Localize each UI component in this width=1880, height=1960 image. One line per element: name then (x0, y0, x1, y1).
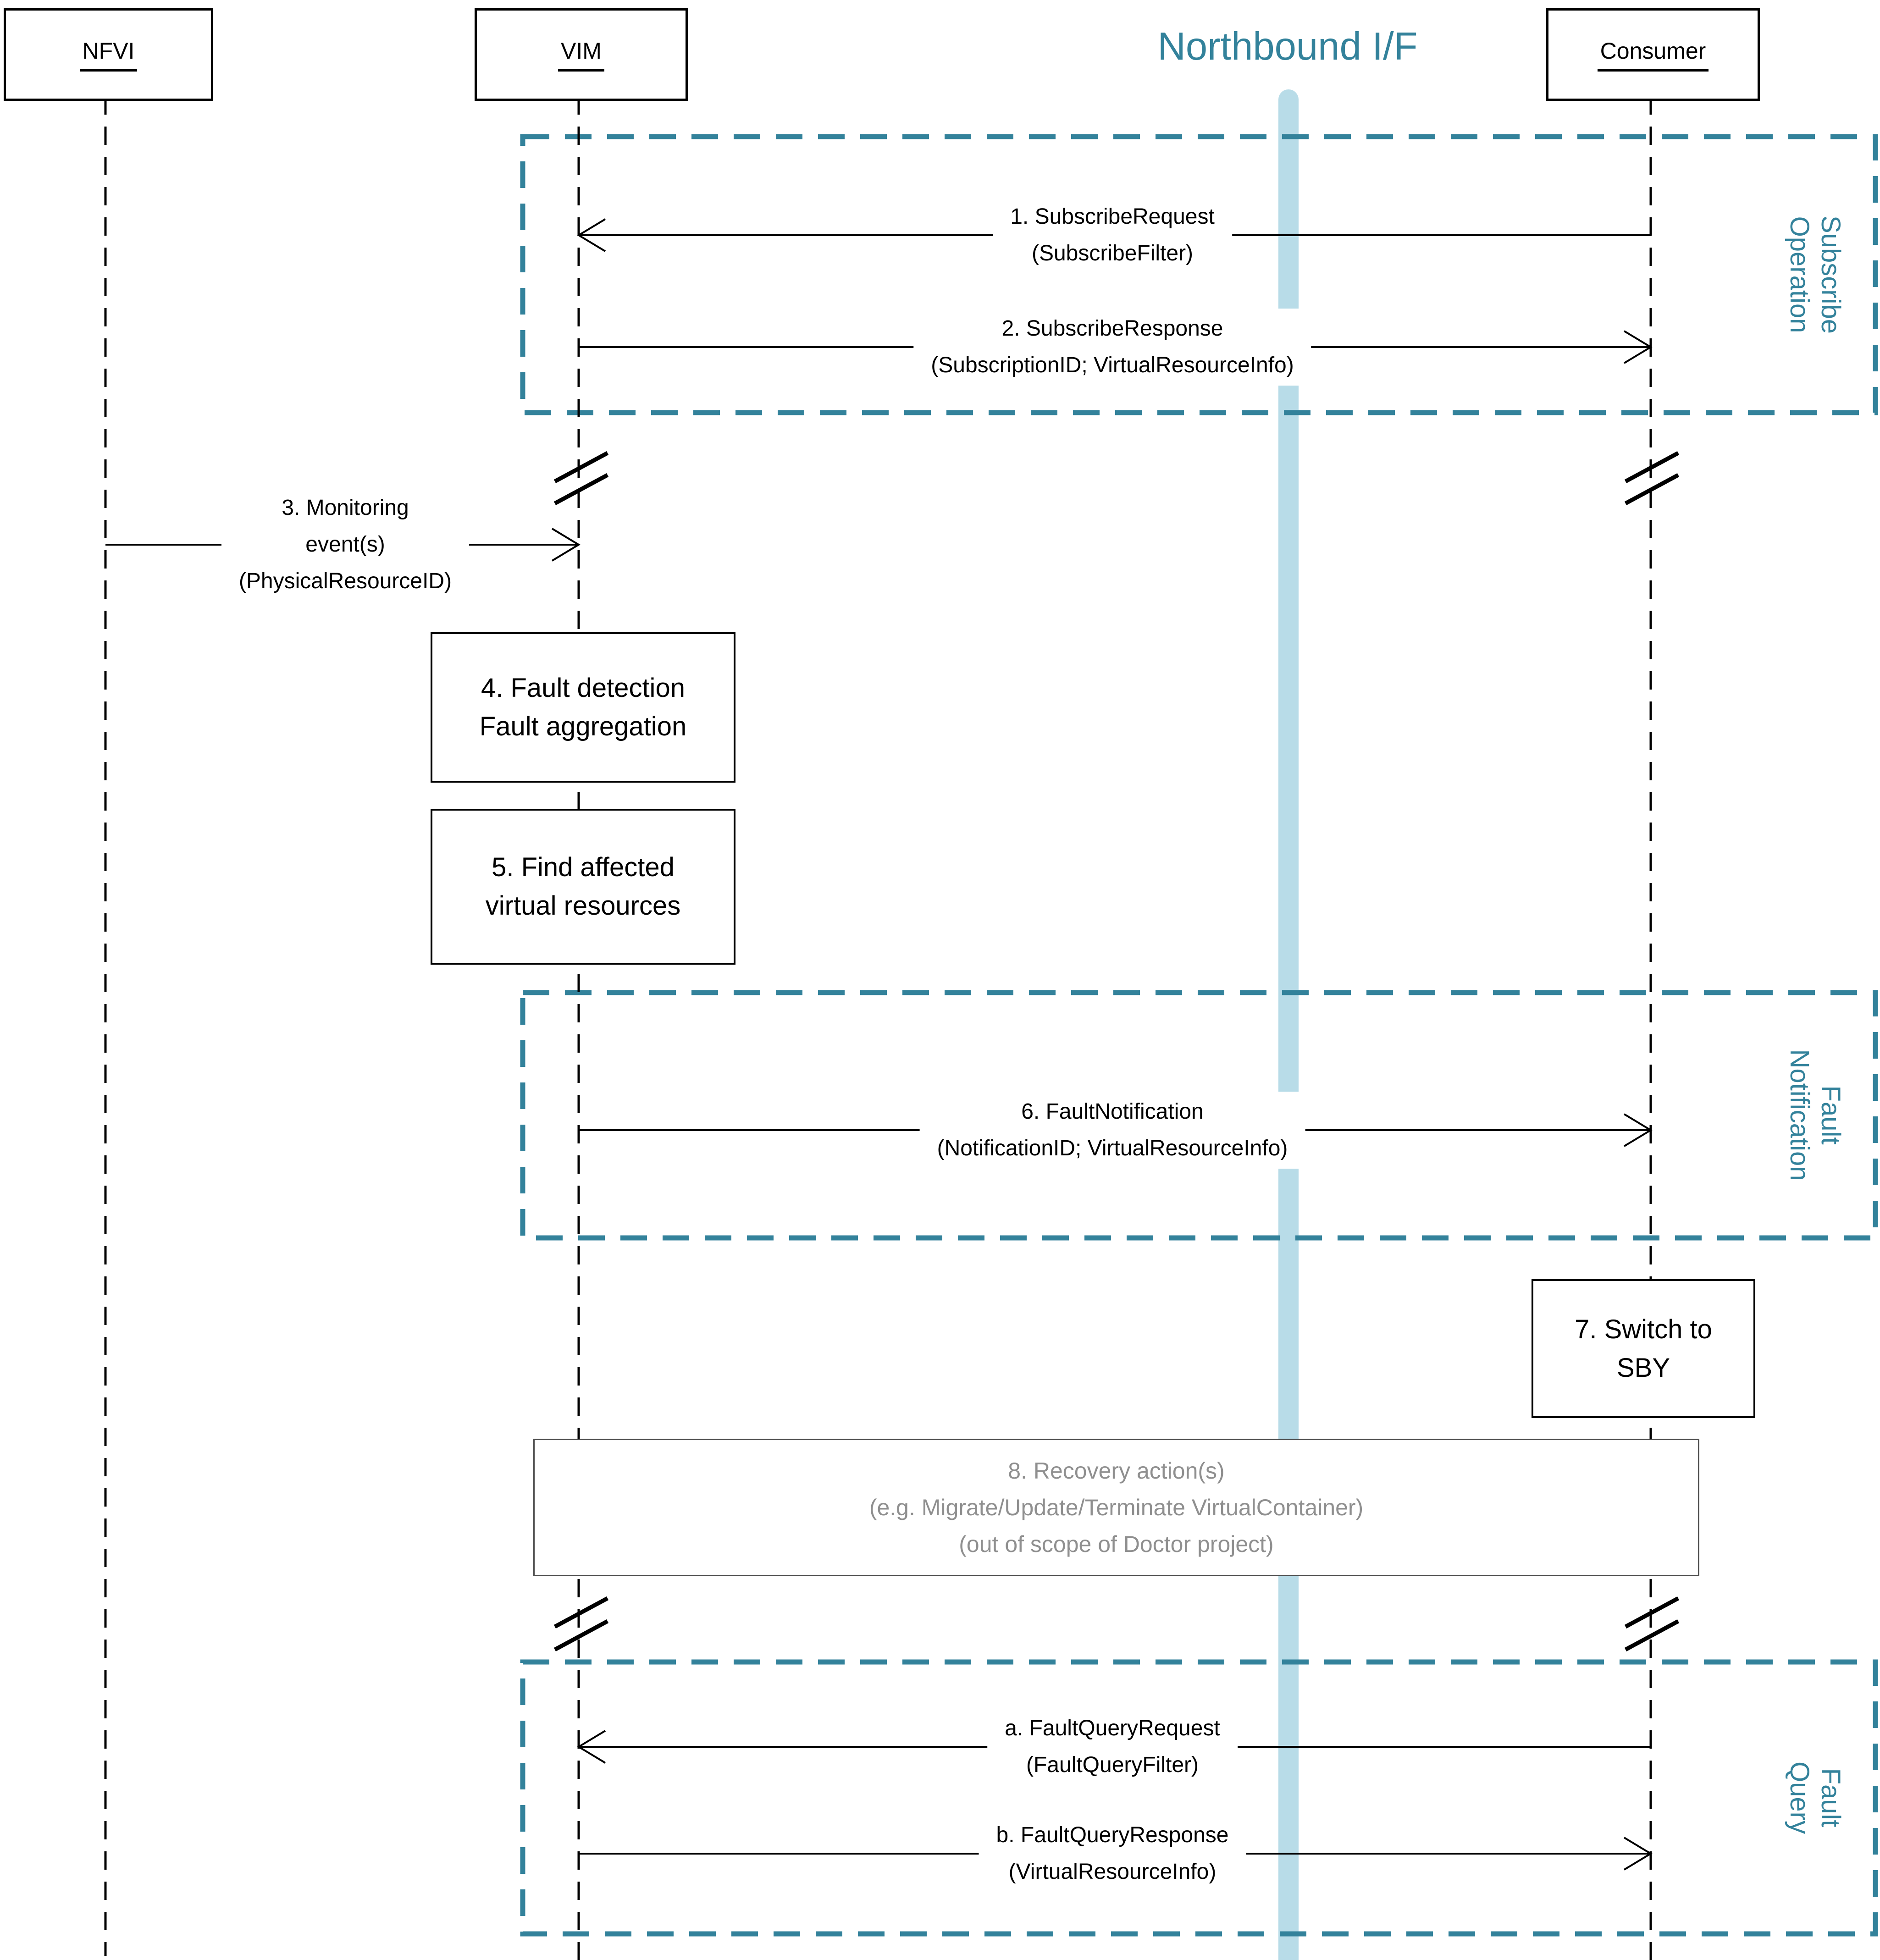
message-line: event(s) (305, 532, 385, 557)
group-label-line: Notification (1785, 1049, 1814, 1181)
message-fault-notification (920, 1092, 1305, 1169)
activity-fault-detection (431, 632, 735, 783)
group-label-fault-notification (1784, 1049, 1846, 1181)
message-line: 6. FaultNotification (1021, 1099, 1204, 1124)
group-label-line: Operation (1785, 216, 1814, 333)
vim-break-bottom (555, 1598, 608, 1650)
message-line: 3. Monitoring (282, 496, 409, 520)
activity-line: (e.g. Migrate/Update/Terminate VirtualContainer) (869, 1495, 1364, 1520)
message-fault-query-request (987, 1708, 1238, 1785)
message-line: (NotificationID; VirtualResourceInfo) (937, 1136, 1288, 1160)
group-label-line: Fault (1816, 1085, 1846, 1145)
activity-line: 4. Fault detection (481, 673, 685, 703)
activity-line: 5. Find affected (492, 852, 675, 882)
message-subscribe-request (993, 197, 1232, 274)
message-monitoring-events (221, 488, 469, 602)
message-line: (SubscribeFilter) (1031, 241, 1194, 265)
group-label-subscribe-operation (1784, 215, 1846, 334)
group-label-line: Query (1785, 1761, 1814, 1834)
actor-vim (475, 8, 688, 101)
activity-find-affected-resources (431, 809, 735, 965)
group-label-fault-query (1784, 1761, 1846, 1834)
northbound-interface-title: Northbound I/F (1157, 25, 1418, 68)
actor-vim-label: VIM (558, 38, 604, 72)
message-line: 1. SubscribeRequest (1010, 204, 1215, 229)
actor-consumer-label: Consumer (1598, 38, 1709, 72)
message-line: 2. SubscribeResponse (1001, 316, 1223, 341)
activity-line: virtual resources (485, 891, 681, 921)
group-label-line: Fault (1816, 1768, 1846, 1827)
message-line: (SubscriptionID; VirtualResourceInfo) (931, 353, 1294, 377)
message-fault-query-response (979, 1815, 1246, 1892)
activity-line: 7. Switch to (1575, 1314, 1712, 1344)
actor-nfvi-label: NFVI (80, 38, 138, 72)
fault-query-frame (523, 1662, 1875, 1934)
message-line: (VirtualResourceInfo) (1008, 1860, 1216, 1884)
message-line: (FaultQueryFilter) (1026, 1753, 1199, 1777)
activity-recovery-actions (533, 1439, 1699, 1576)
activity-switch-to-sby (1532, 1279, 1755, 1418)
message-line: a. FaultQueryRequest (1005, 1716, 1220, 1740)
message-line: b. FaultQueryResponse (996, 1823, 1229, 1847)
activity-line: (out of scope of Doctor project) (959, 1531, 1274, 1557)
group-label-line: Subscribe (1816, 215, 1846, 334)
activity-line: Fault aggregation (479, 712, 687, 741)
actor-consumer (1546, 8, 1760, 101)
message-line: (PhysicalResourceID) (238, 569, 452, 593)
activity-line: SBY (1616, 1353, 1670, 1383)
activity-line: 8. Recovery action(s) (1008, 1458, 1225, 1484)
message-subscribe-response (913, 309, 1311, 386)
vim-break-top (555, 453, 608, 503)
actor-nfvi (4, 8, 213, 101)
